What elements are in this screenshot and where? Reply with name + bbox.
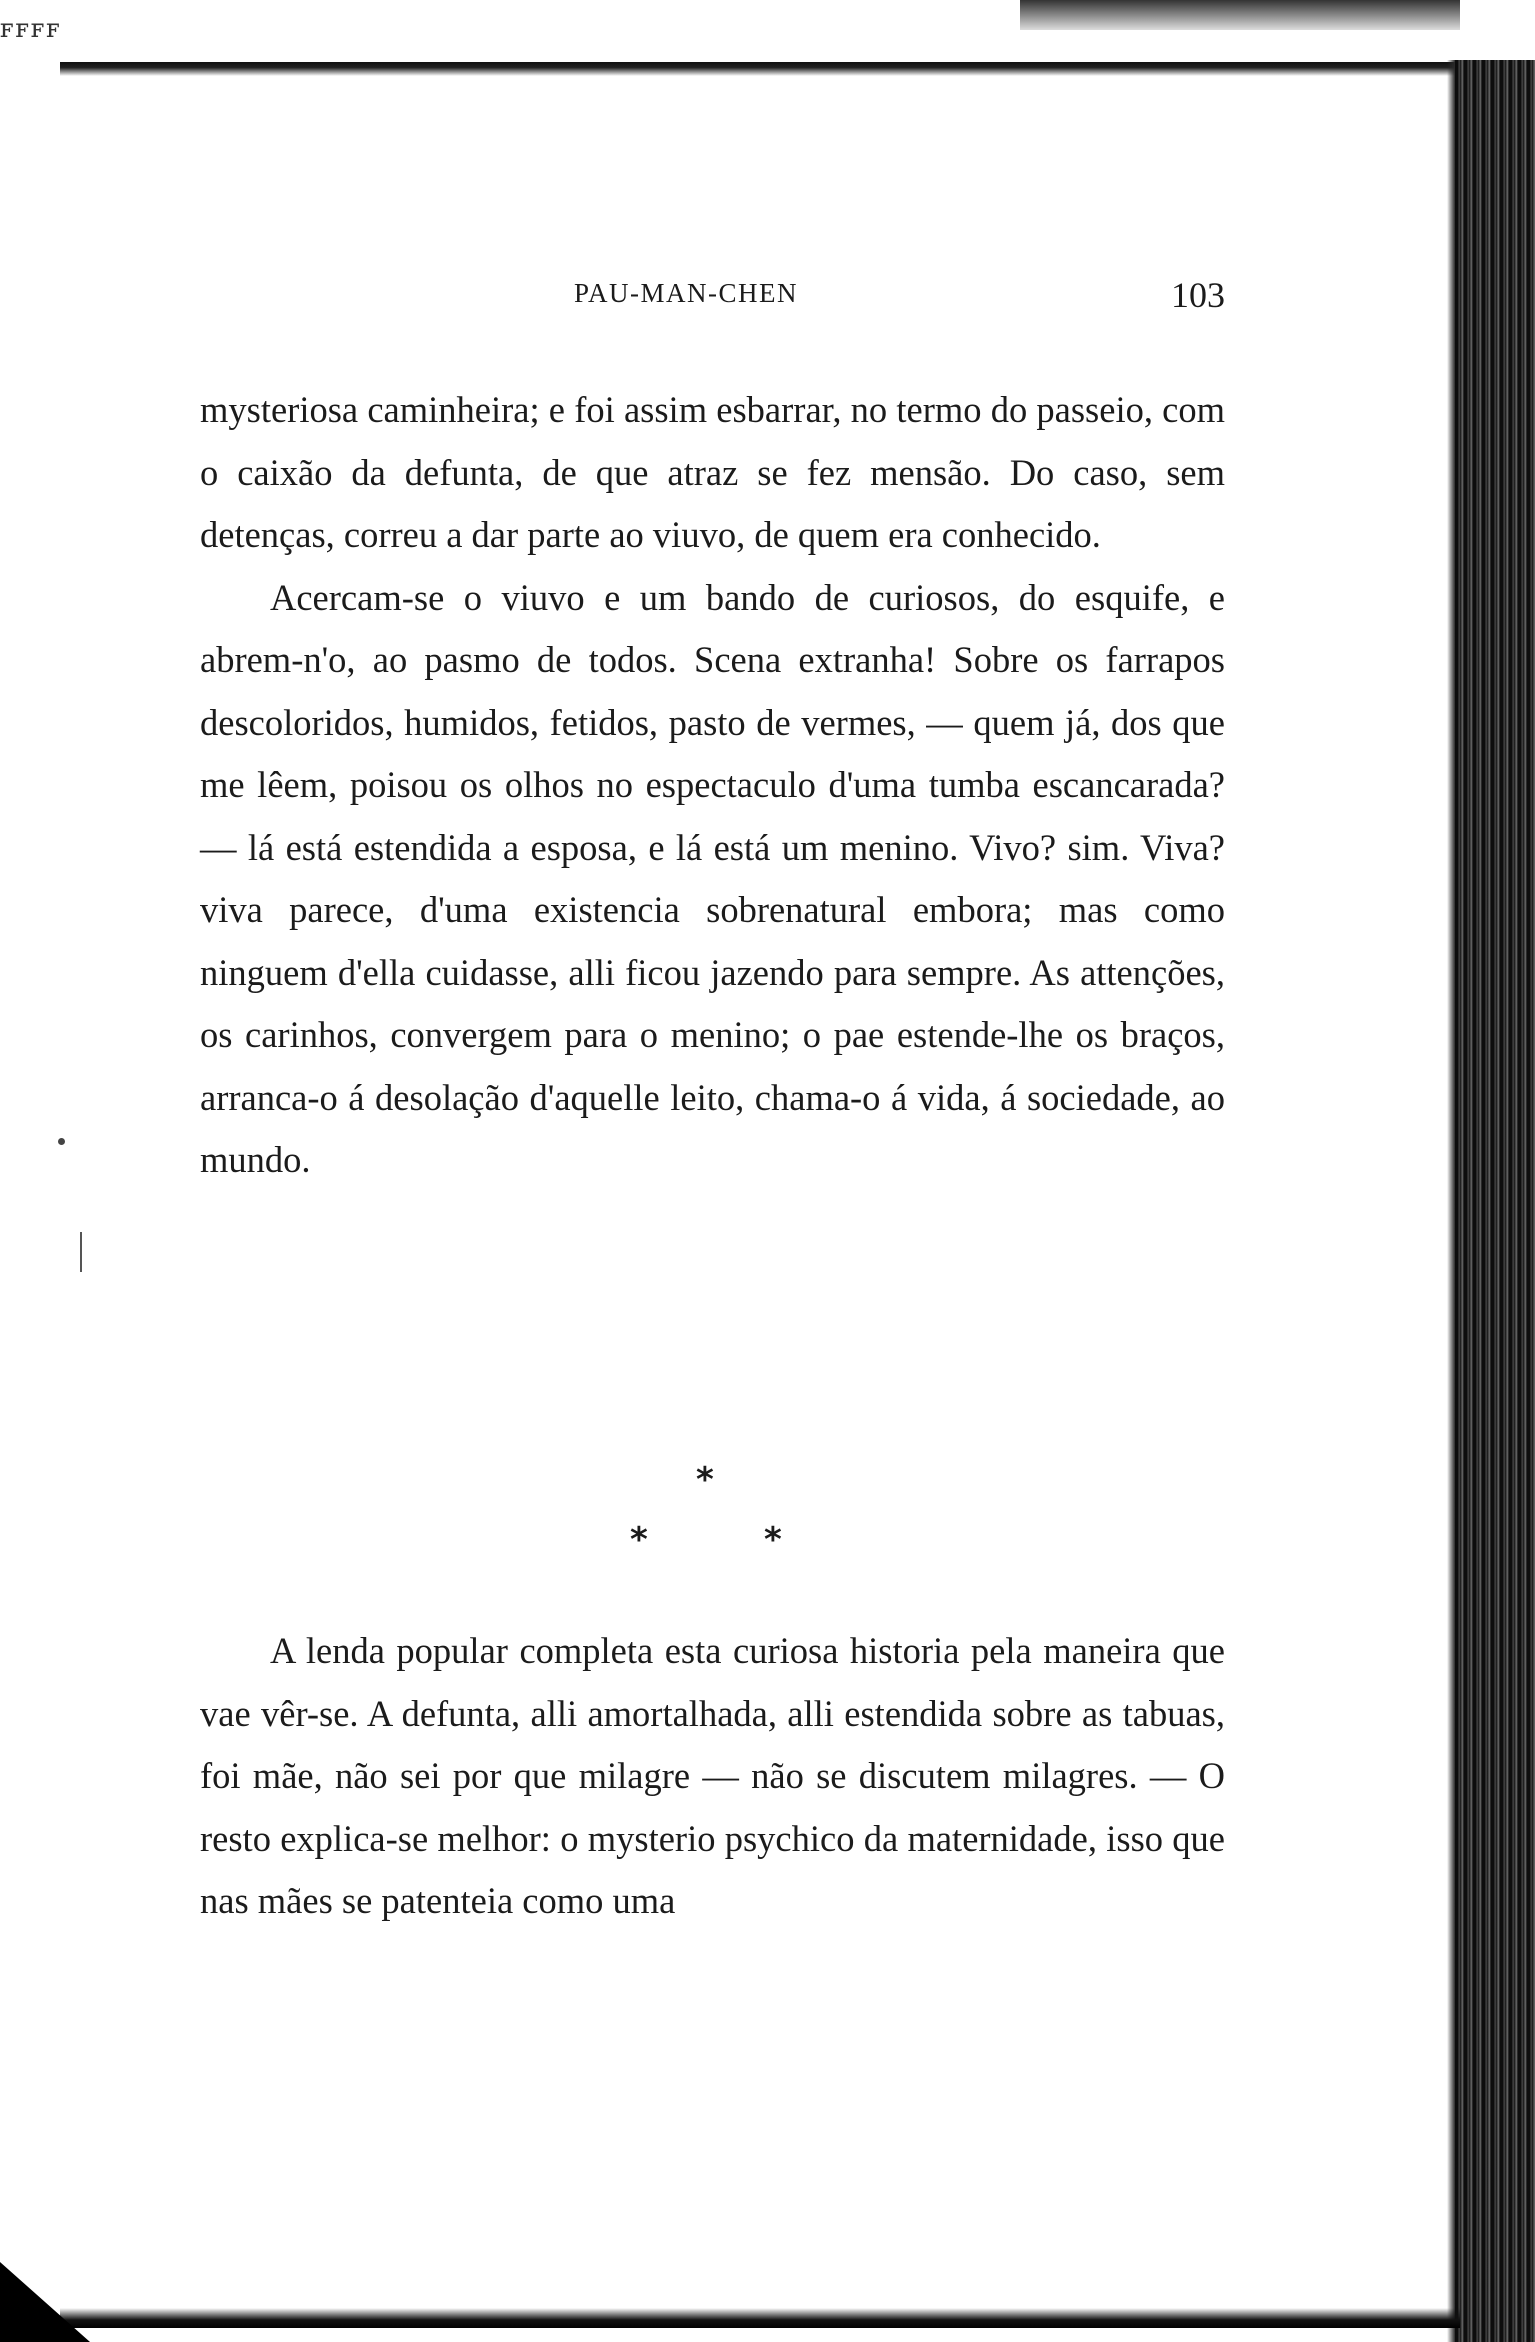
page-edge-top — [60, 62, 1460, 76]
page-corner-shadow — [0, 2262, 90, 2342]
scan-corner-marks: ꜰꜰꜰꜰ — [0, 14, 62, 44]
page-edge-right-shadow — [1447, 60, 1455, 2342]
page-edge-bottom — [60, 2308, 1460, 2328]
page-edge-right — [1455, 60, 1535, 2342]
paragraph: mysteriosa caminheira; e foi assim esbarrar, no termo do passeio, com o caixão da defunta, de que atraz se fez mensão. Do caso, sem detenças, correu a dar parte ao viuvo, de quem era conhecido. — [200, 389, 1225, 555]
asterism-star: * — [764, 1520, 782, 1560]
scan-mark — [80, 1232, 82, 1272]
paragraph: A lenda popular completa esta curiosa historia pela maneira que vae vêr-se. A defunta, alli amortalhada, alli estendida sobre as tabuas, foi mãe, não sei por que milagre — não se discutem milagres. — O resto explica-se melhor: o mysterio psychico da maternidade, isso que nas mães se patenteia como uma — [200, 1630, 1225, 1921]
body-text-upper — [200, 379, 1225, 1192]
running-header — [200, 275, 1225, 318]
section-break-asterism — [600, 1460, 840, 1560]
body-text-lower — [200, 1620, 1225, 1933]
asterism-star: * — [630, 1520, 648, 1560]
running-title: PAU-MAN-CHEN — [574, 278, 799, 308]
scan-speck — [58, 1138, 65, 1145]
scan-shadow-top — [1020, 0, 1460, 30]
asterism-star: * — [696, 1460, 714, 1500]
paragraph: Acercam-se o viuvo e um bando de curiosos, do esquife, e abrem-n'o, ao pasmo de todos. Scena extranha! Sobre os farrapos descoloridos, humidos, fetidos, pasto de vermes, — quem já, dos que me lêem, poisou os olhos no espectaculo d'uma tumba escancarada? — lá está estendida a esposa, e lá está um menino. Vivo? sim. Viva? viva parece, d'uma existencia sobrenatural embora; mas como ninguem d'ella cuidasse, alli ficou jazendo para sempre. As attenções, os carinhos, convergem para o menino; o pae estende-lhe os braços, arranca-o á desolação d'aquelle leito, chama-o á vida, á sociedade, ao mundo. — [200, 576, 1225, 1180]
page-number: 103 — [1171, 275, 1225, 315]
